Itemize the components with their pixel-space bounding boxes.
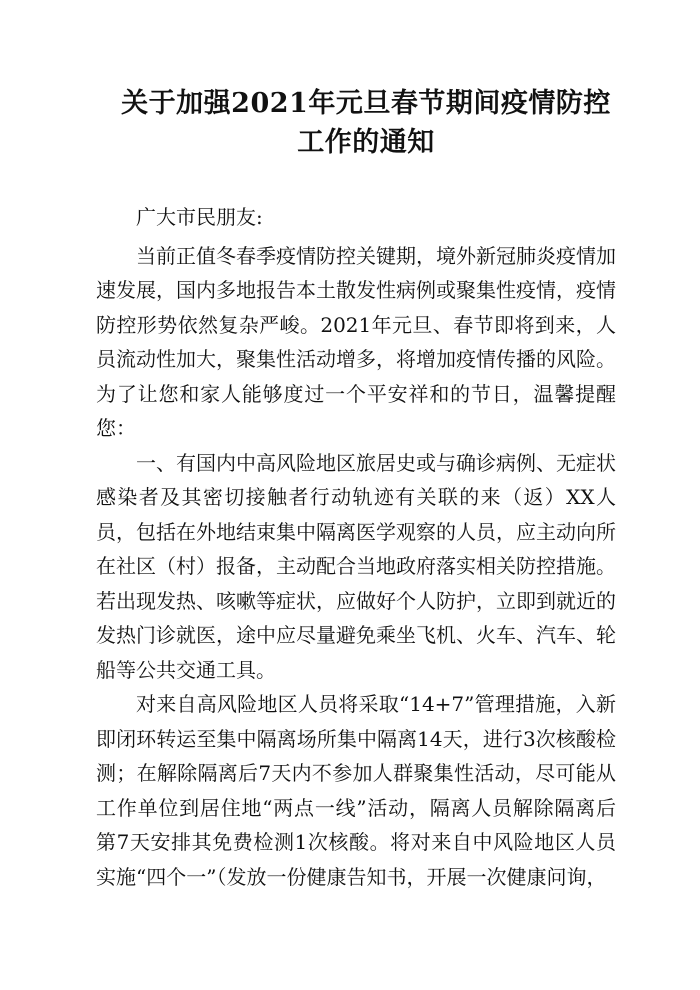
title-line-1: 关于加强2021年元旦春节期间疫情防控 [121,88,611,119]
salutation: 广大市民朋友: [136,205,263,229]
paragraph-intro: 当前正值冬春季疫情防控关键期，境外新冠肺炎疫情加速发展，国内多地报告本土散发性病例或聚集性疫情，疫情防控形势依然复杂严峻。2021年元旦、春节即将到来，人员流动性加大，聚集性活动增多，将增加疫情传播的风险。为了让您和家人能够度过一个平安祥和的节日，温馨提醒您： [96,243,616,440]
paragraph-high-risk: 对来自高风险地区人员将采取“14+7”管理措施，入新即闭环转运至集中隔离场所集中隔离14天，进行3次核酸检测；在解除隔离后7天内不参加人群聚集性活动，尽可能从工作单位到居住地“两点一线”活动，隔离人员解除隔离后第7天安排其免费检测1次核酸。将对来自中风险地区人员实施“四个一”（发放一份健康告知书，开展一次健康问询， [96,692,616,889]
document-title [96,84,636,162]
paragraph-item-1: 一、有国内中高风险地区旅居史或与确诊病例、无症状感染者及其密切接触者行动轨迹有关联的来（返）XX人员，包括在外地结束集中隔离医学观察的人员，应主动向所在社区（村）报备，主动配合当地政府落实相关防控措施。若出现发热、咳嗽等症状，应做好个人防护，立即到就近的发热门诊就医，途中应尽量避免乘坐飞机、火车、汽车、轮船等公共交通工具。 [96,450,616,682]
title-line-2: 工作的通知 [297,127,435,158]
document-body [96,200,616,894]
